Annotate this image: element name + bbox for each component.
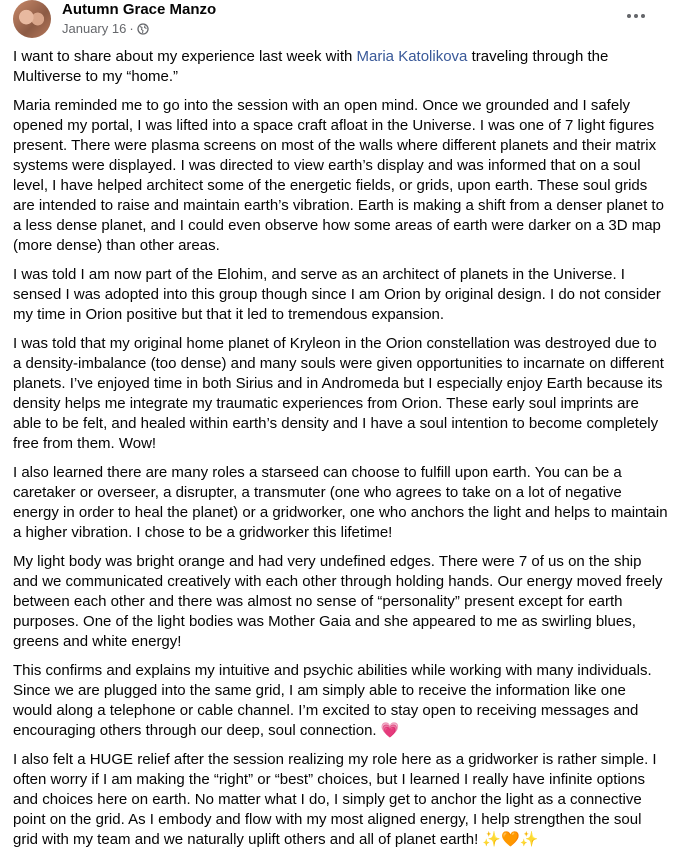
post-header (10, 0, 670, 40)
paragraph-1: I want to share about my experience last week with Maria Katolikova traveling through the Multiverse to my “home.” (13, 48, 609, 85)
paragraph-7: This confirms and explains my intuitive and psychic abilities while working with many individuals. Since we are plugged into the same grid, I am simply able to receive the information like one would along a telephone or cable channel. I’m excited to stay open to receiving messages and encouraging others through our deep, soul connection. 💗 (13, 662, 652, 739)
post-date[interactable]: January 16 (62, 21, 127, 36)
paragraph-2: Maria reminded me to go into the session with an open mind. Once we grounded and I safely opened my portal, I was lifted into a space craft afloat in the Universe. I was one of 7 light figures present. There were plasma screens on most of the walls where different planets and their matrix systems were displayed. I was directed to view earth’s display and was informed that on a soul level, I have helped architect some of the energetic fields, or grids, upon earth. These soul grids are intended to raise and maintain earth’s vibration. Earth is making a shift from a denser planet to a less dense planet, and I could even observe how some areas of earth were darker on a 3D map (more dense) than other areas. (13, 97, 664, 254)
more-options-icon[interactable] (622, 6, 650, 26)
meta-separator: · (129, 21, 134, 36)
author-name[interactable]: Autumn Grace Manzo (62, 1, 217, 18)
paragraph-6: My light body was bright orange and had very undefined edges. There were 7 of us on the ship and we communicated creatively with each other through holding hands. Our energy moved freely between each other and there was almost no sense of “personality” present except for earth purposes. One of the light bodies was Mother Gaia and she appeared to me as swirling blues, greens and white energy! (13, 553, 663, 650)
avatar[interactable] (13, 0, 51, 38)
post-body (13, 47, 669, 859)
globe-icon[interactable] (137, 23, 149, 35)
paragraph-8: I also felt a HUGE relief after the session realizing my role here as a gridworker is rather simple. I often worry if I am making the “right” or “best” choices, but I learned I really have infinite options and choices here on earth. No matter what I do, I simply get to anchor the light as a connective point on the grid. As I embody and flow with my most aligned energy, I help strengthen the soul grid with my team and we naturally uplift others and all of planet earth! ✨🧡✨ (13, 751, 657, 848)
paragraph-3: I was told I am now part of the Elohim, and serve as an architect of planets in the Universe. I sensed I was adopted into this group though since I am Orion by original design. I do not consider my time in Orion positive but that it led to tremendous expansion. (13, 266, 661, 323)
paragraph-4: I was told that my original home planet of Kryleon in the Orion constellation was destroyed due to a density-imbalance (too dense) and many souls were given opportunities to incarnate on different planets. I’ve enjoyed time in both Sirius and in Andromeda but I especially enjoy Earth because its density helps me integrate my traumatic experiences from Orion. These early soul imprints are able to be felt, and healed within earth’s density and I have a soul intention to become completely free from them. Wow! (13, 335, 664, 452)
mention-link[interactable]: Maria Katolikova (356, 48, 468, 65)
post-meta (62, 21, 149, 36)
paragraph-5: I also learned there are many roles a starseed can choose to fulfill upon earth. You can be a caretaker or overseer, a disrupter, a transmuter (one who agrees to take on a lot of negative energy in order to heal the planet) or a gridworker, one who anchors the light and helps to maintain a higher vibration. I chose to be a gridworker this lifetime! (13, 464, 668, 541)
